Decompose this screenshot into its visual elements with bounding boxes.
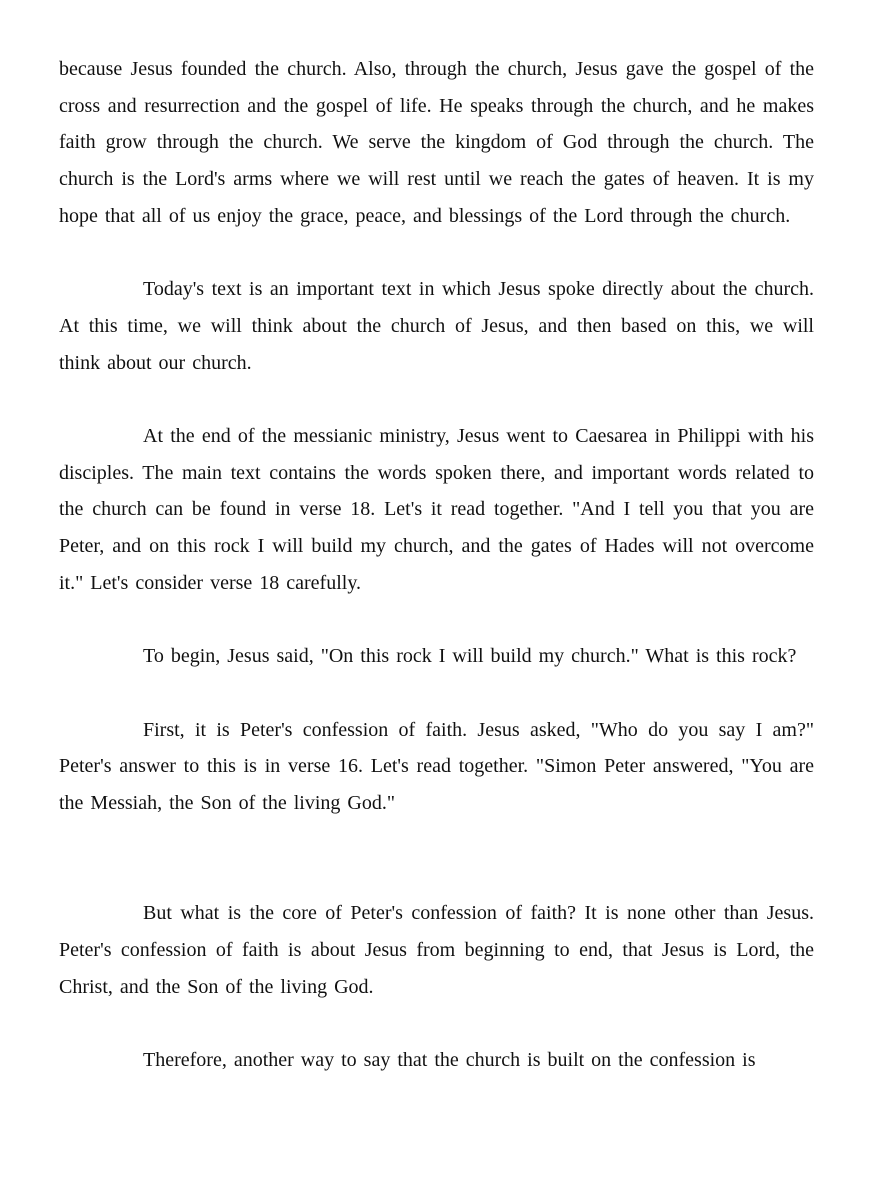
document-page <box>59 51 814 1079</box>
paragraph-peters-confession: First, it is Peter's confession of faith. Jesus asked, "Who do you say I am?" Peter's answer to this is in verse 16. Let's read together. "Simon Peter answered, "You are the Messiah, the Son of the living God." <box>59 718 814 814</box>
paragraph-todays-text: Today's text is an important text in which Jesus spoke directly about the church. At this time, we will think about the church of Jesus, and then based on this, we will think about our church. <box>59 278 814 374</box>
paragraph-this-rock: To begin, Jesus said, "On this rock I will build my church." What is this rock? <box>143 645 797 668</box>
paragraph-continuation: because Jesus founded the church. Also, through the church, Jesus gave the gospel of the cross and resurrection and the gospel of life. He speaks through the church, and he makes faith grow through the church. We serve the kingdom of God through the church. The church is the Lord's arms where we will rest until we reach the gates of heaven. It is my hope that all of us enjoy the grace, peace, and blessings of the Lord through the church. <box>59 58 814 227</box>
paragraph-core-of-confession: But what is the core of Peter's confession of faith? It is none other than Jesus. Peter's confession of faith is about Jesus from beginning to end, that Jesus is Lord, the Christ, and the Son of the living God. <box>59 902 814 998</box>
paragraph-caesarea: At the end of the messianic ministry, Jesus went to Caesarea in Philippi with his disciples. The main text contains the words spoken there, and important words related to the church can be found in verse 18. Let's it read together. "And I tell you that you are Peter, and on this rock I will build my church, and the gates of Hades will not overcome it." Let's consider verse 18 carefully. <box>59 425 814 594</box>
paragraph-therefore: Therefore, another way to say that the church is built on the confession is <box>143 1048 756 1071</box>
